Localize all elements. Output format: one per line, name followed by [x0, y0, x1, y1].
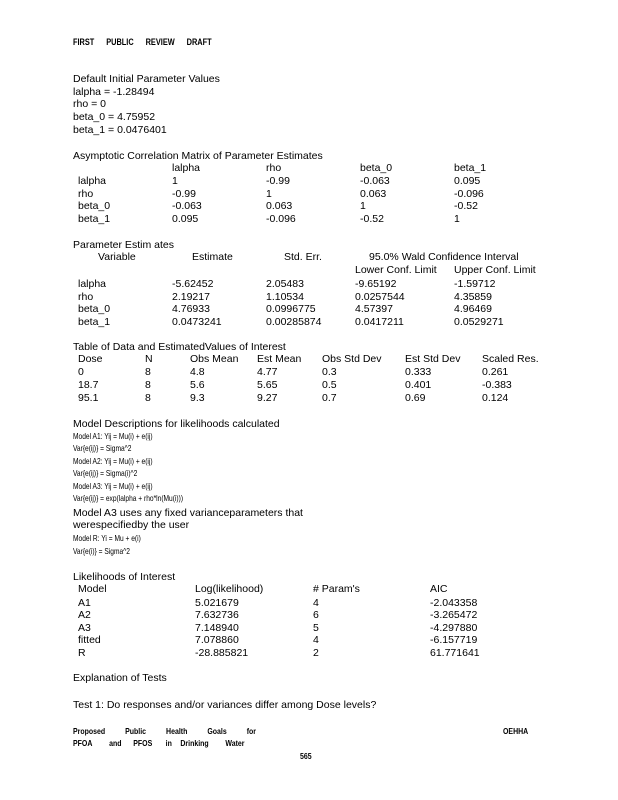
data-table-cell: 0.69 [405, 392, 426, 404]
data-table-header: Dose [78, 353, 103, 365]
likelihoods-cell: R [78, 647, 86, 659]
corr-cell: -0.096 [454, 188, 484, 200]
corr-header: beta_0 [360, 162, 393, 174]
footer-word: Water [225, 738, 245, 748]
estimates-cell: 0.0473241 [172, 316, 222, 328]
footer-word: for [246, 726, 257, 736]
model-a3-note: werespecifiedby the user [73, 519, 190, 531]
likelihoods-cell: 2 [313, 647, 319, 659]
header-word: REVIEW [145, 37, 175, 47]
initial-param-line: rho = 0 [73, 98, 106, 110]
data-table-cell: 8 [145, 366, 151, 378]
data-table-cell: 9.3 [190, 392, 205, 404]
data-table-cell: 0.261 [482, 366, 509, 378]
corr-cell: -0.063 [360, 175, 390, 187]
estimates-cell: beta_0 [78, 303, 111, 315]
estimates-cell: 4.76933 [172, 303, 210, 315]
data-table-cell: -0.383 [482, 379, 512, 391]
likelihoods-title: Likelihoods of Interest [73, 571, 176, 583]
model-a3-note: Model A3 uses any fixed varianceparameters that [73, 507, 303, 519]
corr-cell: 1 [454, 213, 460, 225]
data-table-header: Est Mean [257, 353, 302, 365]
data-table-cell: 4.8 [190, 366, 205, 378]
estimates-title: Parameter Estim ates [73, 239, 174, 251]
corr-cell: beta_0 [78, 200, 111, 212]
likelihoods-cell: 7.078860 [195, 634, 239, 646]
estimates-cell: 1.10534 [266, 291, 304, 303]
likelihoods-cell: -3.265472 [430, 609, 478, 621]
likelihoods-cell: 6 [313, 609, 319, 621]
model-line: Var{e(ij)} = Sigma(i)^2 [73, 468, 138, 478]
data-table-cell: 0.3 [322, 366, 337, 378]
estimates-cell: rho [78, 291, 94, 303]
corr-title: Asymptotic Correlation Matrix of Parameter Estimates [73, 150, 323, 162]
footer-line-1 [73, 726, 256, 736]
estimates-header: Upper Conf. Limit [454, 264, 536, 276]
estimates-header: 95.0% Wald Confidence Interval [369, 251, 519, 263]
estimates-cell: -5.62452 [172, 278, 214, 290]
model-line: Model A2: Yij = Mu(i) + e(ij) [73, 456, 153, 466]
data-table-cell: 0.333 [405, 366, 432, 378]
likelihoods-header: Model [78, 583, 107, 595]
model-line: Var{e(i)} = Sigma^2 [73, 546, 130, 556]
footer-word: PFOA [73, 738, 93, 748]
model-line: Var{e(ij)} = Sigma^2 [73, 443, 132, 453]
corr-cell: -0.99 [266, 175, 290, 187]
explanation-title: Explanation of Tests [73, 672, 167, 684]
initial-param-line: beta_0 = 4.75952 [73, 111, 156, 123]
models-title: Model Descriptions for likelihoods calculated [73, 418, 280, 430]
initial-param-line: beta_1 = 0.0476401 [73, 124, 167, 136]
estimates-cell: 4.35859 [454, 291, 492, 303]
draft-header [73, 37, 221, 47]
initial-params-title: Default Initial Parameter Values [73, 73, 220, 85]
likelihoods-cell: A2 [78, 609, 91, 621]
estimates-cell: 0.0417211 [355, 316, 404, 328]
page-number: 565 [300, 751, 312, 761]
header-word: PUBLIC [106, 37, 134, 47]
likelihoods-header: # Param's [313, 583, 360, 595]
data-table-cell: 9.27 [257, 392, 278, 404]
estimates-header: Variable [98, 251, 136, 263]
corr-cell: -0.99 [172, 188, 196, 200]
likelihoods-header: AIC [430, 583, 448, 595]
data-table-header: Scaled Res. [482, 353, 539, 365]
header-word: FIRST [73, 37, 95, 47]
footer-word: Drinking [180, 738, 209, 748]
estimates-cell: 0.0529271 [454, 316, 504, 328]
data-table-header: N [145, 353, 153, 365]
data-table-header: Obs Std Dev [322, 353, 382, 365]
data-table-cell: 0.7 [322, 392, 337, 404]
likelihoods-cell: A1 [78, 597, 91, 609]
likelihoods-cell: 5.021679 [195, 597, 239, 609]
data-table-cell: 8 [145, 392, 151, 404]
estimates-cell: -1.59712 [454, 278, 496, 290]
likelihoods-cell: 7.148940 [195, 622, 239, 634]
data-table-cell: 5.65 [257, 379, 278, 391]
likelihoods-cell: -2.043358 [430, 597, 478, 609]
corr-header: lalpha [172, 162, 201, 174]
data-table-cell: 0.5 [322, 379, 337, 391]
data-table-cell: 0 [78, 366, 84, 378]
corr-cell: 1 [266, 188, 272, 200]
estimates-cell: 4.57397 [355, 303, 393, 315]
corr-cell: 0.095 [454, 175, 481, 187]
estimates-cell: -9.65192 [355, 278, 397, 290]
test-1-question: Test 1: Do responses and/or variances differ among Dose levels? [73, 699, 377, 711]
model-line: Model R: Yi = Mu + e(i) [73, 533, 141, 543]
likelihoods-cell: 4 [313, 597, 319, 609]
estimates-header: Lower Conf. Limit [355, 264, 437, 276]
estimates-cell: 0.0257544 [355, 291, 405, 303]
data-table-header: Est Std Dev [405, 353, 461, 365]
footer-agency: OEHHA [503, 726, 529, 736]
corr-cell: rho [78, 188, 94, 200]
corr-cell: lalpha [78, 175, 107, 187]
corr-cell: -0.096 [266, 213, 296, 225]
footer-word: Goals [207, 726, 227, 736]
likelihoods-cell: 4 [313, 634, 319, 646]
estimates-header: Estimate [192, 251, 233, 263]
estimates-cell: 0.00285874 [266, 316, 322, 328]
data-table-header: Obs Mean [190, 353, 239, 365]
corr-cell: beta_1 [78, 213, 111, 225]
model-line: Model A1: Yij = Mu(i) + e(ij) [73, 431, 153, 441]
estimates-cell: 4.96469 [454, 303, 492, 315]
likelihoods-cell: -6.157719 [430, 634, 478, 646]
likelihoods-cell: fitted [78, 634, 101, 646]
footer-line-2 [73, 738, 244, 748]
estimates-cell: 0.0996775 [266, 303, 316, 315]
data-table-cell: 95.1 [78, 392, 99, 404]
footer-word: Proposed [73, 726, 106, 736]
corr-header: beta_1 [454, 162, 487, 174]
corr-header: rho [266, 162, 282, 174]
likelihoods-cell: -28.885821 [195, 647, 249, 659]
corr-cell: 0.063 [266, 200, 293, 212]
corr-cell: -0.52 [454, 200, 478, 212]
model-line: Model A3: Yij = Mu(i) + e(ij) [73, 481, 153, 491]
footer-word: Public [125, 726, 147, 736]
corr-cell: 1 [360, 200, 366, 212]
estimates-header: Std. Err. [284, 251, 322, 263]
corr-cell: 1 [172, 175, 178, 187]
data-table-cell: 8 [145, 379, 151, 391]
data-table-cell: 5.6 [190, 379, 205, 391]
model-line: Var{e(ij)} = exp(lalpha + rho*ln(Mu(i))) [73, 493, 184, 503]
corr-cell: -0.063 [172, 200, 202, 212]
likelihoods-cell: -4.297880 [430, 622, 478, 634]
initial-param-line: lalpha = -1.28494 [73, 86, 155, 98]
footer-word: and [109, 738, 122, 748]
data-table-cell: 18.7 [78, 379, 99, 391]
estimates-cell: beta_1 [78, 316, 111, 328]
estimates-cell: lalpha [78, 278, 107, 290]
estimates-cell: 2.05483 [266, 278, 304, 290]
footer-word: in [165, 738, 172, 748]
likelihoods-header: Log(likelihood) [195, 583, 264, 595]
data-table-title: Table of Data and EstimatedValues of Interest [73, 341, 286, 353]
corr-cell: -0.52 [360, 213, 384, 225]
likelihoods-cell: 61.771641 [430, 647, 480, 659]
likelihoods-cell: 7.632736 [195, 609, 239, 621]
likelihoods-cell: 5 [313, 622, 319, 634]
data-table-cell: 4.77 [257, 366, 278, 378]
likelihoods-cell: A3 [78, 622, 91, 634]
corr-cell: 0.095 [172, 213, 199, 225]
header-word: DRAFT [186, 37, 212, 47]
footer-word: PFOS [133, 738, 153, 748]
estimates-cell: 2.19217 [172, 291, 210, 303]
data-table-cell: 0.401 [405, 379, 432, 391]
footer-word: Health [166, 726, 188, 736]
corr-cell: 0.063 [360, 188, 387, 200]
data-table-cell: 0.124 [482, 392, 509, 404]
